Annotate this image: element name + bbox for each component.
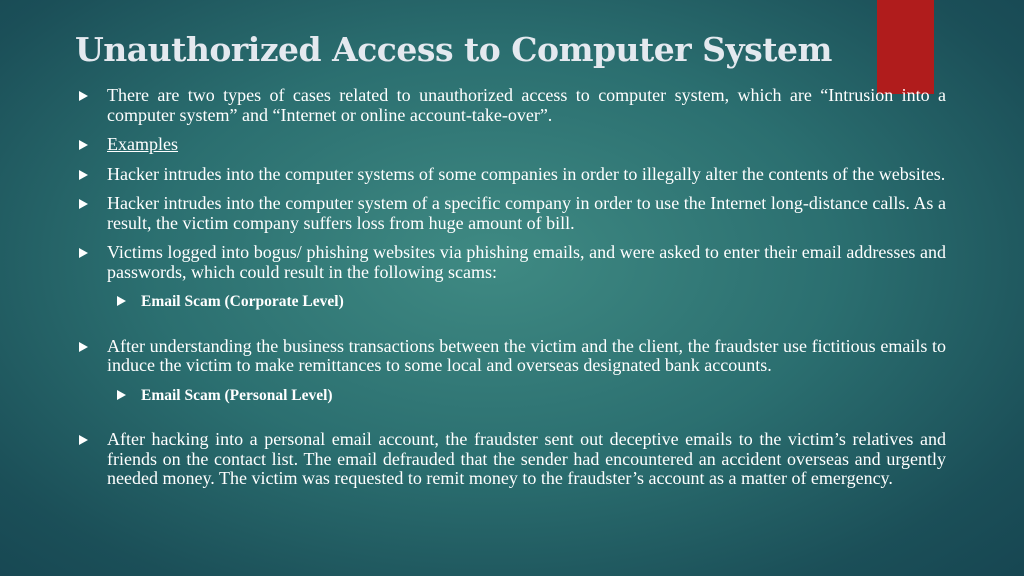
bullet-phishing: [78, 243, 946, 282]
bullet-corporate-detail: [78, 337, 946, 376]
bullet-long-distance: [78, 194, 946, 233]
bullet-text: Email Scam (Personal Level): [141, 386, 333, 404]
bullet-examples: [78, 135, 946, 155]
arrow-bullet-icon: [79, 342, 88, 352]
bullet-text: Email Scam (Corporate Level): [141, 293, 344, 310]
arrow-bullet-icon: [117, 390, 126, 400]
subbullet-personal-scam: [78, 386, 946, 406]
bullet-text: Hacker intrudes into the computer system of a specific company in order to use the Internet long-distance calls. As a result, the victim company suffers loss from huge amount of bill.: [107, 193, 946, 233]
arrow-bullet-icon: [79, 248, 88, 258]
subbullet-corporate-scam: [78, 292, 946, 312]
arrow-bullet-icon: [117, 296, 126, 306]
bullet-text: Examples: [107, 134, 178, 154]
slide-content: [78, 86, 946, 489]
arrow-bullet-icon: [79, 91, 88, 101]
bullet-text: Victims logged into bogus/ phishing websites via phishing emails, and were asked to enter their email addresses and passwords, which could result in the following scams:: [107, 242, 946, 282]
bullet-text: There are two types of cases related to unauthorized access to computer system, which are “Intrusion into a computer system” and “Internet or online account-take-over”.: [107, 85, 946, 125]
slide-title: Unauthorized Access to Computer System: [75, 30, 832, 69]
bullet-text: After understanding the business transactions between the victim and the client, the fraudster use fictitious emails to induce the victim to make remittances to some local and overseas designated bank accounts.: [107, 335, 946, 375]
bullet-personal-detail: [78, 430, 946, 489]
bullet-intro: [78, 86, 946, 125]
bullet-text: After hacking into a personal email account, the fraudster sent out deceptive emails to the victim’s relatives and friends on the contact list. The email defrauded that the sender had encountered an accident overseas and urgently needed money. The victim was requested to remit money to the fraudster’s account as a matter of emergency.: [107, 429, 946, 488]
arrow-bullet-icon: [79, 140, 88, 150]
arrow-bullet-icon: [79, 199, 88, 209]
accent-bar: [877, 0, 934, 94]
bullet-website-alter: [78, 165, 946, 185]
arrow-bullet-icon: [79, 170, 88, 180]
bullet-text: Hacker intrudes into the computer systems of some companies in order to illegally alter the contents of the websites.: [107, 163, 946, 184]
arrow-bullet-icon: [79, 435, 88, 445]
